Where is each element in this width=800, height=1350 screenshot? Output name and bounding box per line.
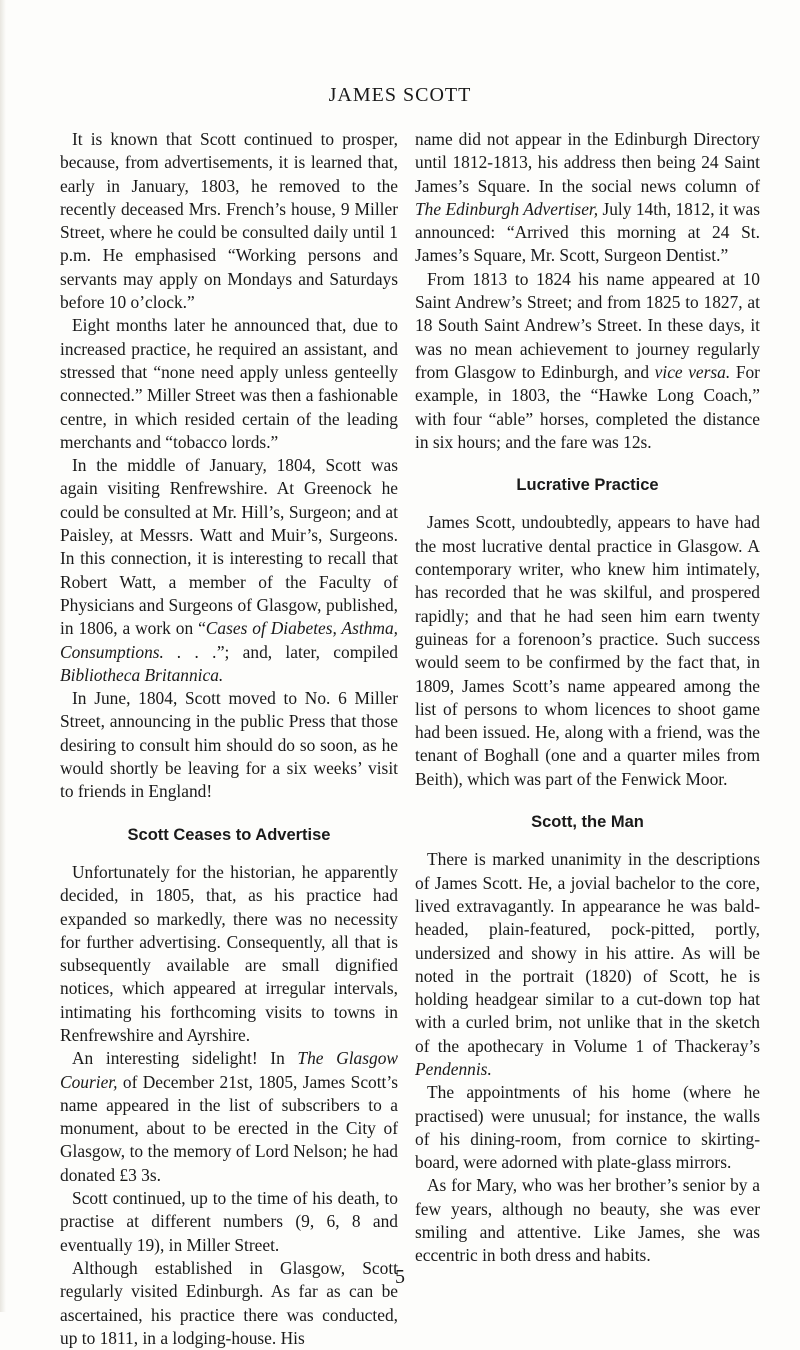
paragraph: An interesting sidelight! In The Glasgow Courier, of December 21st, 1805, James Scott’s name appeared in the list of subscribers to a monument, about to be erected in the City of Glasgow, to the memory of Lord Nelson; he had donated £3 3s. <box>60 1048 398 1185</box>
paragraph: name did not appear in the Edinburgh Directory until 1812-1813, his address then being 24 Saint James’s Square. In the social news column of The Edinburgh Advertiser, July 14th, 1812, it was announced: “Arrived this morning at 24 St. James’s Square, Mr. Scott, Surgeon Dentist.” <box>415 129 760 266</box>
paragraph: There is marked unanimity in the descriptions of James Scott. He, a jovial bachelor to the core, lived extravagantly. In appearance he was bald-headed, plain-featured, pock-pitted, portly, undersized and showy in his attire. As will be noted in the portrait (1820) of Scott, he is holding headgear similar to a cut-down top hat with a curled brim, not unlike that in the sketch of the apothecary in Volume 1 of Thackeray’s Pendennis. <box>415 849 760 1079</box>
paragraph: It is known that Scott continued to prosper, because, from advertisements, it is learned that, early in January, 1803, he removed to the recently deceased Mrs. French’s house, 9 Miller Street, where he could be consulted daily until 1 p.m. He emphasised “Working persons and servants may apply on Mondays and Saturdays before 10 o’clock.” <box>60 129 398 313</box>
paragraph: Unfortunately for the historian, he apparently decided, in 1805, that, as his practice had expanded so markedly, there was no necessity for further advertising. Consequently, all that is subsequently available are small dignified notices, which appeared at irregular intervals, intimating his forthcoming visits to towns in Renfrewshire and Ayrshire. <box>60 861 398 1045</box>
running-head: JAMES SCOTT <box>328 84 472 106</box>
left-column <box>60 128 398 1350</box>
section-heading: Scott, the Man <box>531 813 644 832</box>
paragraph: Although established in Glasgow, Scott regularly visited Edinburgh. As far as can be ascertained, his practice there was conducted, up to 1811, in a lodging-house. His <box>60 1257 398 1348</box>
section-heading: Scott Ceases to Advertise <box>127 825 331 844</box>
paragraph: In June, 1804, Scott moved to No. 6 Miller Street, announcing in the public Press that those desiring to consult him should do so soon, as he would shortly be leaving for a six weeks’ visit to friends in England! <box>60 688 398 802</box>
paragraph: As for Mary, who was her brother’s senior by a few years, although no beauty, she was ever smiling and attentive. Like James, she was eccentric in both dress and habits. <box>415 1175 760 1266</box>
page-edge-shadow <box>0 0 6 1312</box>
page-number: 5 <box>395 1266 405 1288</box>
paragraph: In the middle of January, 1804, Scott was again visiting Renfrewshire. At Greenock he could be consulted at Mr. Hill’s, Surgeon; and at Paisley, at Messrs. Watt and Muir’s, Surgeons. In this connection, it is interesting to recall that Robert Watt, a member of the Faculty of Physicians and Surgeons of Glasgow, published, in 1806, a work on “Cases of Diabetes, Asthma, Consumptions. . . .”; and, later, compiled Bibliotheca Britannica. <box>60 455 398 685</box>
right-column <box>415 128 760 1268</box>
paragraph: Eight months later he announced that, due to increased practice, he required an assistant, and stressed that “none need apply unless genteelly connected.” Miller Street was then a fashionable centre, in which resided certain of the leading merchants and “tobacco lords.” <box>60 315 398 452</box>
paragraph: From 1813 to 1824 his name appeared at 10 Saint Andrew’s Street; and from 1825 to 1827, at 18 South Saint Andrew’s Street. In these days, it was no mean achievement to journey regularly from Glasgow to Edinburgh, and vice versa. For example, in 1803, the “Hawke Long Coach,” with four “able” horses, completed the distance in six hours; and the fare was 12s. <box>415 268 760 452</box>
paragraph: James Scott, undoubtedly, appears to have had the most lucrative dental practice in Glasgow. A contemporary writer, who knew him intimately, has recorded that he was skilful, and prospered rapidly; and that he had seen him earn twenty guineas for a forenoon’s practice. Such success would seem to be confirmed by the fact that, in 1809, James Scott’s name appeared among the list of persons to whom licences to shoot game had been issued. He, along with a friend, was the tenant of Boghall (one and a quarter miles from Beith), which was part of the Fenwick Moor. <box>415 512 760 789</box>
paragraph: The appointments of his home (where he practised) were unusual; for instance, the walls of his dining-room, from cornice to skirting-board, were adorned with plate-glass mirrors. <box>415 1082 760 1173</box>
paragraph: Scott continued, up to the time of his death, to practise at different numbers (9, 6, 8 and eventually 19), in Miller Street. <box>60 1188 398 1255</box>
section-heading: Lucrative Practice <box>516 476 659 495</box>
